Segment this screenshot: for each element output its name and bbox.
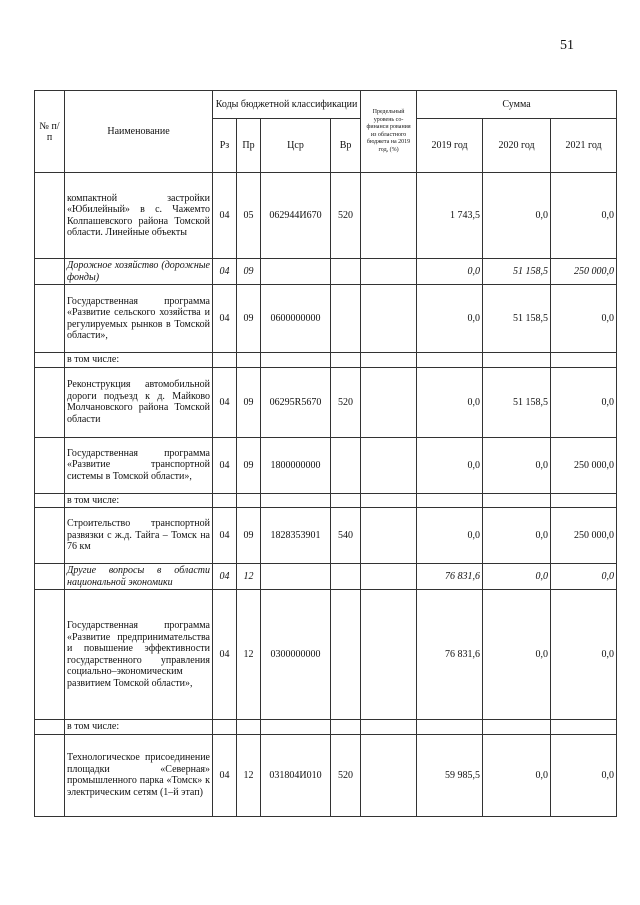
cell-v2020 [483, 353, 551, 368]
cell-v2020: 0,0 [483, 437, 551, 493]
cell-num [35, 353, 65, 368]
cell-v2020: 51 158,5 [483, 259, 551, 285]
table-row [35, 590, 617, 720]
cell-limit [361, 437, 417, 493]
cell-v2019: 0,0 [417, 285, 483, 353]
cell-vr: 520 [331, 173, 361, 259]
header-vr: Вр [331, 119, 361, 173]
cell-v2019: 76 831,6 [417, 564, 483, 590]
header-sum: Сумма [417, 91, 617, 119]
cell-v2021 [551, 353, 617, 368]
cell-limit [361, 564, 417, 590]
cell-pr: 12 [237, 564, 261, 590]
cell-vr [331, 564, 361, 590]
cell-v2021 [551, 493, 617, 508]
cell-v2019: 76 831,6 [417, 590, 483, 720]
header-2021: 2021 год [551, 119, 617, 173]
cell-v2021: 0,0 [551, 367, 617, 437]
cell-v2021: 250 000,0 [551, 259, 617, 285]
cell-pr: 09 [237, 259, 261, 285]
cell-limit [361, 720, 417, 735]
cell-csr: 0300000000 [261, 590, 331, 720]
cell-rz [213, 720, 237, 735]
cell-vr [331, 353, 361, 368]
cell-v2021 [551, 720, 617, 735]
cell-num [35, 173, 65, 259]
table-row [35, 259, 617, 285]
table-row [35, 173, 617, 259]
cell-num [35, 259, 65, 285]
cell-name: Государственная программа «Развитие сельского хозяйства и регулируемых рынков в Томской области», [65, 285, 213, 353]
cell-vr: 520 [331, 367, 361, 437]
cell-v2021: 0,0 [551, 590, 617, 720]
cell-num [35, 734, 65, 816]
cell-num [35, 367, 65, 437]
cell-num [35, 564, 65, 590]
cell-v2020: 51 158,5 [483, 367, 551, 437]
cell-pr [237, 353, 261, 368]
cell-v2019: 59 985,5 [417, 734, 483, 816]
cell-name: в том числе: [65, 493, 213, 508]
cell-v2021: 250 000,0 [551, 437, 617, 493]
cell-limit [361, 734, 417, 816]
header-num: № п/п [35, 91, 65, 173]
cell-vr [331, 493, 361, 508]
cell-csr [261, 720, 331, 735]
cell-num [35, 720, 65, 735]
table-row [35, 734, 617, 816]
cell-rz: 04 [213, 367, 237, 437]
cell-vr [331, 590, 361, 720]
cell-vr: 520 [331, 734, 361, 816]
cell-limit [361, 285, 417, 353]
cell-v2020 [483, 720, 551, 735]
cell-limit [361, 493, 417, 508]
cell-csr: 0600000000 [261, 285, 331, 353]
page-number: 51 [560, 38, 574, 53]
table-row [35, 353, 617, 368]
cell-v2020: 0,0 [483, 508, 551, 564]
cell-name: Технологическое присоединение площадки «Северная» промышленного парка «Томск» к электрическим сетям (1–й этап) [65, 734, 213, 816]
cell-name: Другие вопросы в области национальной экономики [65, 564, 213, 590]
cell-csr [261, 259, 331, 285]
cell-num [35, 493, 65, 508]
cell-csr: 1828353901 [261, 508, 331, 564]
cell-rz: 04 [213, 173, 237, 259]
cell-v2019 [417, 720, 483, 735]
cell-vr [331, 437, 361, 493]
header-pr: Пр [237, 119, 261, 173]
header-csr: Цср [261, 119, 331, 173]
cell-vr [331, 720, 361, 735]
header-2020: 2020 год [483, 119, 551, 173]
cell-limit [361, 508, 417, 564]
cell-limit [361, 590, 417, 720]
table-row [35, 367, 617, 437]
cell-rz [213, 493, 237, 508]
cell-v2019: 0,0 [417, 367, 483, 437]
cell-name: компактной застройки «Юбилейный» в с. Чажемто Колпашевского района Томской области. Линейные объекты [65, 173, 213, 259]
table-row [35, 564, 617, 590]
cell-name: Реконструкция автомобильной дороги подъезд к д. Майково Молчановского района Томской области [65, 367, 213, 437]
cell-v2021: 0,0 [551, 734, 617, 816]
header-codes: Коды бюджетной классификации [213, 91, 361, 119]
cell-name: в том числе: [65, 353, 213, 368]
header-2019: 2019 год [417, 119, 483, 173]
cell-name: Дорожное хозяйство (дорожные фонды) [65, 259, 213, 285]
cell-name: Строительство транспортной развязки с ж.д. Тайга – Томск на 76 км [65, 508, 213, 564]
cell-vr [331, 259, 361, 285]
cell-pr [237, 493, 261, 508]
cell-v2019 [417, 353, 483, 368]
cell-pr: 09 [237, 437, 261, 493]
header-limit: Предельный уровень со-финанси рования из областного бюджета на 2019 год, (%) [361, 91, 417, 173]
cell-v2019: 0,0 [417, 437, 483, 493]
cell-rz: 04 [213, 734, 237, 816]
cell-num [35, 590, 65, 720]
cell-csr: 062944И670 [261, 173, 331, 259]
cell-pr: 09 [237, 285, 261, 353]
cell-csr: 06295R5670 [261, 367, 331, 437]
cell-vr [331, 285, 361, 353]
cell-rz [213, 353, 237, 368]
header-rz: Рз [213, 119, 237, 173]
cell-v2019: 0,0 [417, 259, 483, 285]
cell-rz: 04 [213, 590, 237, 720]
table-body [35, 173, 617, 817]
cell-rz: 04 [213, 259, 237, 285]
cell-limit [361, 259, 417, 285]
cell-pr: 12 [237, 734, 261, 816]
cell-v2019 [417, 493, 483, 508]
cell-csr: 031804И010 [261, 734, 331, 816]
cell-v2021: 250 000,0 [551, 508, 617, 564]
cell-v2020: 0,0 [483, 734, 551, 816]
cell-pr: 05 [237, 173, 261, 259]
cell-name: в том числе: [65, 720, 213, 735]
cell-csr: 1800000000 [261, 437, 331, 493]
cell-v2020: 0,0 [483, 564, 551, 590]
cell-num [35, 285, 65, 353]
cell-csr [261, 353, 331, 368]
table-row [35, 493, 617, 508]
budget-table [34, 90, 617, 817]
cell-rz: 04 [213, 437, 237, 493]
cell-csr [261, 493, 331, 508]
cell-name: Государственная программа «Развитие транспортной системы в Томской области», [65, 437, 213, 493]
cell-limit [361, 173, 417, 259]
cell-v2020: 51 158,5 [483, 285, 551, 353]
cell-limit [361, 367, 417, 437]
cell-pr: 09 [237, 367, 261, 437]
cell-num [35, 437, 65, 493]
table-row [35, 508, 617, 564]
cell-v2019: 1 743,5 [417, 173, 483, 259]
cell-pr: 09 [237, 508, 261, 564]
cell-v2021: 0,0 [551, 564, 617, 590]
cell-v2020 [483, 493, 551, 508]
cell-num [35, 508, 65, 564]
cell-limit [361, 353, 417, 368]
cell-rz: 04 [213, 508, 237, 564]
cell-csr [261, 564, 331, 590]
cell-rz: 04 [213, 285, 237, 353]
cell-pr: 12 [237, 590, 261, 720]
table-row [35, 437, 617, 493]
cell-name: Государственная программа «Развитие предпринимательства и повышение эффективности государственного управления социально–экономическим развитием Томской области», [65, 590, 213, 720]
cell-v2020: 0,0 [483, 590, 551, 720]
cell-v2019: 0,0 [417, 508, 483, 564]
cell-vr: 540 [331, 508, 361, 564]
cell-pr [237, 720, 261, 735]
table-row [35, 720, 617, 735]
cell-v2021: 0,0 [551, 285, 617, 353]
cell-v2021: 0,0 [551, 173, 617, 259]
cell-v2020: 0,0 [483, 173, 551, 259]
cell-rz: 04 [213, 564, 237, 590]
header-name: Наименование [65, 91, 213, 173]
table-row [35, 285, 617, 353]
